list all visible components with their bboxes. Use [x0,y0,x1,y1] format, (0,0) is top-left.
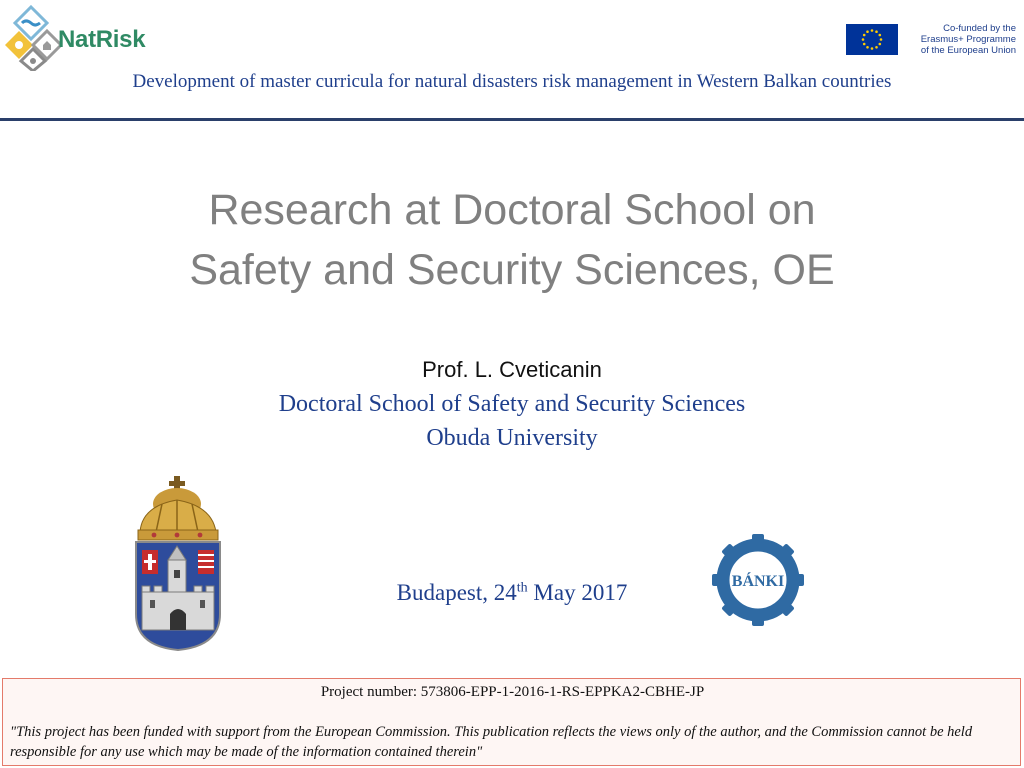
project-number: Project number: 573806-EPP-1-2016-1-RS-EPPKA2-CBHE-JP [320,684,705,700]
slide-title-line-1: Research at Doctoral School on [208,186,816,234]
funding-disclaimer: "This project has been funded with support from the European Commission. This publication reflects the views only of the author, and the Commission cannot be held responsible for any use which may be made of the information contained therein" [10,724,973,760]
eu-flag-icon [846,24,898,55]
obuda-university-crest-icon [132,474,224,652]
natrisk-logo-icon [5,5,61,71]
date-superscript: th [516,580,528,596]
author-name: Prof. L. Cveticanin [422,357,602,382]
date-prefix: Budapest, 24 [396,580,517,605]
natrisk-logo-text: NatRisk [58,26,146,53]
eu-line-2: Erasmus+ Programme [920,34,1016,45]
affiliation-university: Obuda University [426,425,598,451]
eu-line-3: of the European Union [920,45,1016,56]
date-suffix: May 2017 [527,580,628,605]
banki-logo-text: BÁNKI [731,573,785,590]
eu-cofunded-text [906,23,1016,56]
presentation-date [362,580,662,606]
header-divider [0,118,1024,121]
slide-title [120,180,904,300]
footer-box [2,678,1021,766]
affiliation-school: Doctoral School of Safety and Security Sciences [278,391,746,417]
slide-title-line-2: Safety and Security Sciences, OE [189,246,835,294]
project-subtitle: Development of master curricula for natural disasters risk management in Western Balkan countries [132,71,892,92]
banki-gear-logo-icon [712,534,804,626]
eu-line-1: Co-funded by the [943,23,1016,34]
